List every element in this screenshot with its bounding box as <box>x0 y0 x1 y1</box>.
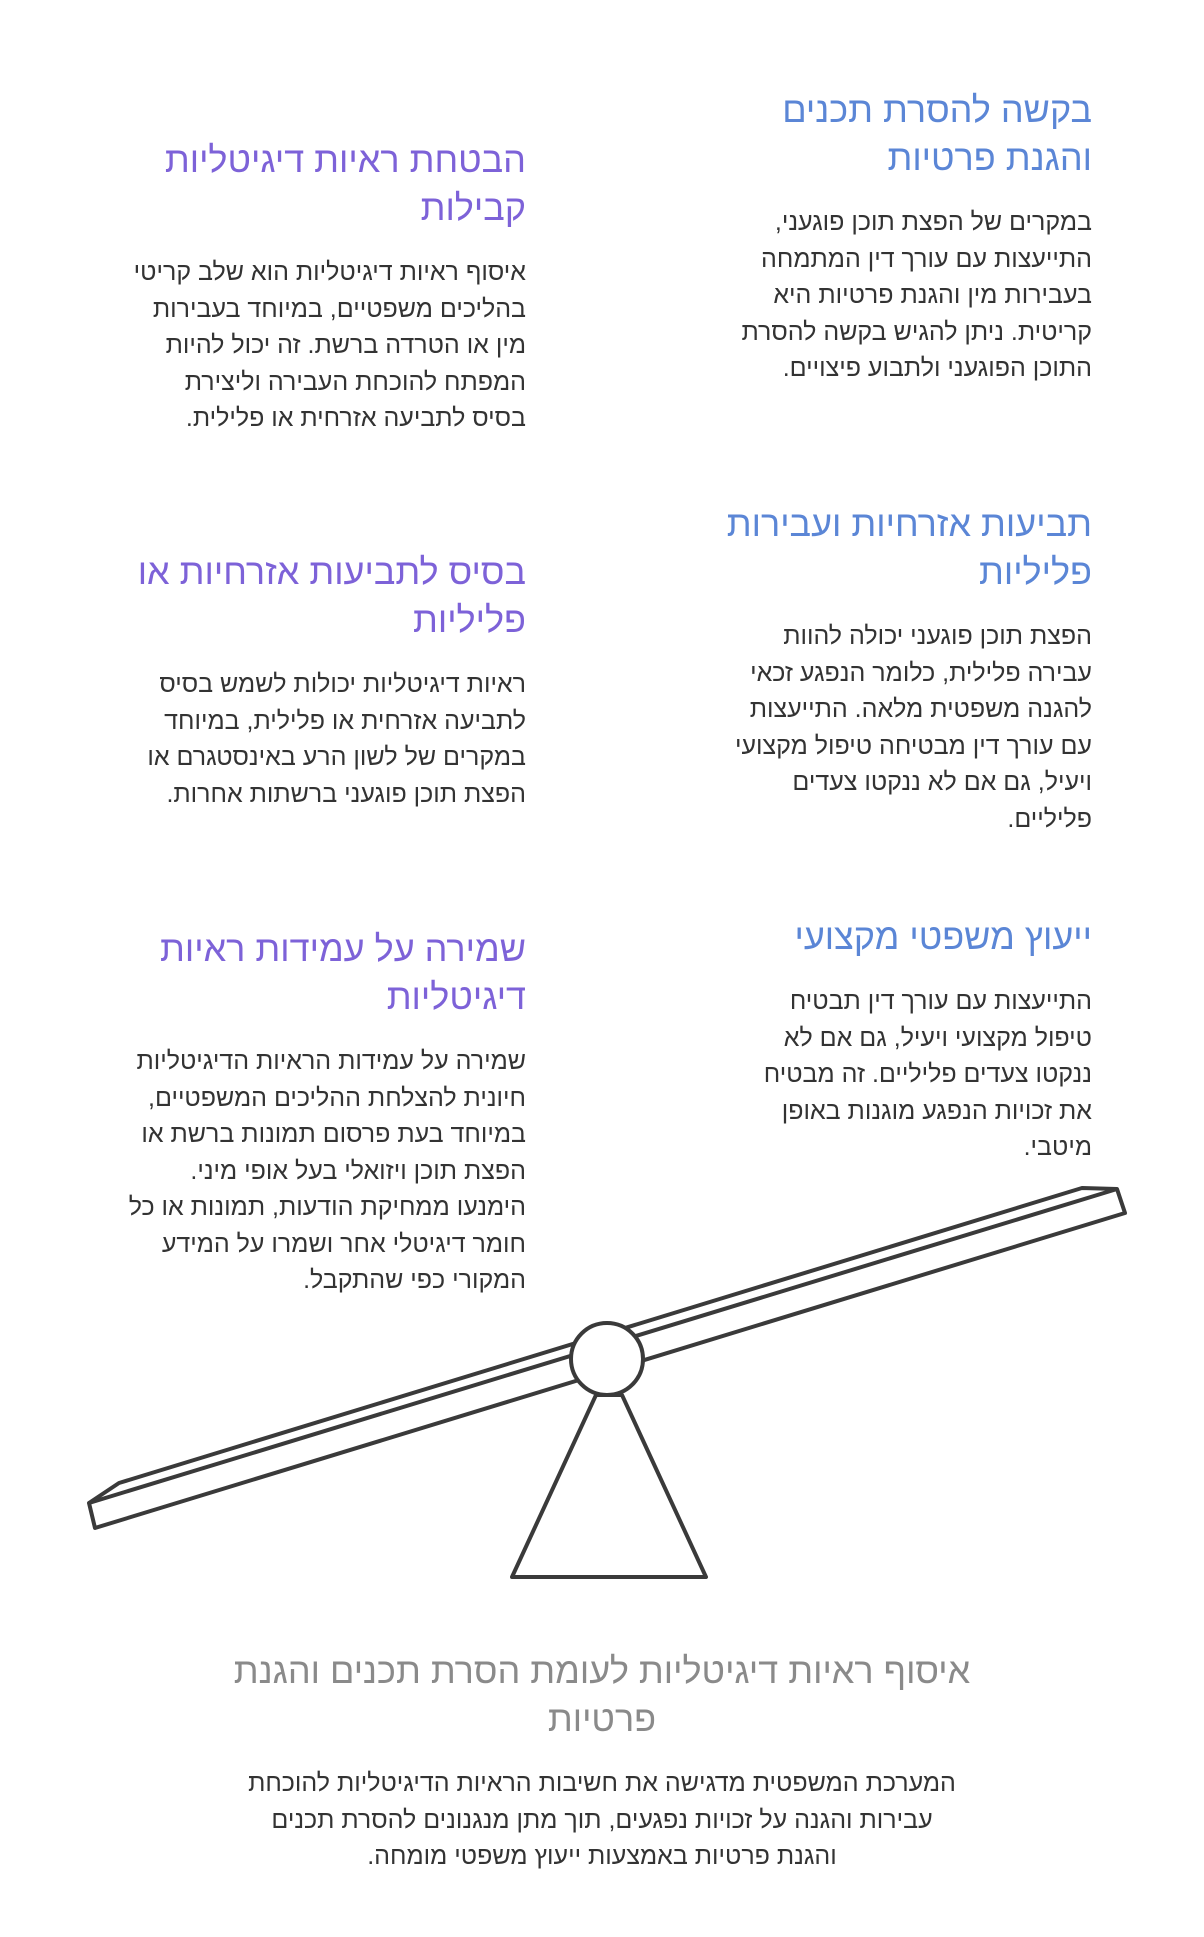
card-body: שמירה על עמידות הראיות הדיגיטליות חיונית להצלחת ההליכים המשפטיים, במיוחד בעת פרסום תמונות ברשת או הפצת תוכן ויזואלי בעל אופי מיני. הימנעו ממחיקת הודעות, תמונות או כל חומר דיגיטלי אחר ושמרו על המידע המקורי כפי שהתקבל. <box>128 1047 526 1294</box>
card-title: שמירה על עמידות ראיות דיגיטליות <box>160 928 526 1017</box>
card-title: בקשה להסרת תכנים והגנת פרטיות <box>782 89 1092 178</box>
card-body: איסוף ראיות דיגיטליות הוא שלב קריטי בהליכים משפטיים, במיוחד בעבירות מין או הטרדה ברשת. זה יכול להיות המפתח להוכחת העבירה וליצירת בסיס לתביעה אזרחית או פלילית. <box>133 258 526 432</box>
card-body: התייעצות עם עורך דין תבטיח טיפול מקצועי ויעיל, גם אם לא ננקטו צעדים פליליים. זה מבטיח את זכויות הנפגע מוגנות באופן מיטבי. <box>763 987 1092 1161</box>
card-claim-basis <box>126 548 526 812</box>
card-legal-counsel <box>726 913 1092 1166</box>
seesaw-pivot <box>571 1323 643 1395</box>
card-title: תביעות אזרחיות ועבירות פליליות <box>726 503 1092 592</box>
seesaw-fulcrum <box>512 1395 706 1577</box>
summary-title: איסוף ראיות דיגיטליות לעומת הסרת תכנים והגנת פרטיות <box>233 1650 971 1739</box>
card-title: בסיס לתביעות אזרחיות או פליליות <box>137 551 526 640</box>
card-evidence-admissibility <box>126 136 526 437</box>
card-body: הפצת תוכן פוגעני יכולה להוות עבירה פלילית, כלומר הנפגע זכאי להגנה משפטית מלאה. התייעצות עם עורך דין מבטיחה טיפול מקצועי ויעיל, גם אם לא ננקטו צעדים פליליים. <box>735 622 1092 833</box>
summary-section <box>200 1647 1004 1875</box>
summary-body: המערכת המשפטית מדגישה את חשיבות הראיות הדיגיטליות להוכחת עבירות והגנה על זכויות נפגעים, תוך מתן מנגנונים להסרת תכנים והגנת פרטיות באמצעות ייעוץ משפטי מומחה. <box>248 1769 956 1870</box>
card-body: במקרים של הפצת תוכן פוגעני, התייעצות עם עורך דין המתמחה בעבירות מין והגנת פרטיות היא קריטית. ניתן להגיש בקשה להסרת התוכן הפוגעני ולתבוע פיצויים. <box>741 208 1092 382</box>
card-body: ראיות דיגיטליות יכולות לשמש בסיס לתביעה אזרחית או פלילית, במיוחד במקרים של לשון הרע באינסטגרם או הפצת תוכן פוגעני ברשתות אחרות. <box>147 670 526 808</box>
card-content-removal <box>700 86 1092 387</box>
card-civil-criminal-lawsuits <box>726 500 1092 837</box>
card-title: ייעוץ משפטי מקצועי <box>794 916 1092 957</box>
card-title: הבטחת ראיות דיגיטליות קבילות <box>164 139 526 228</box>
card-evidence-integrity <box>126 925 526 1299</box>
